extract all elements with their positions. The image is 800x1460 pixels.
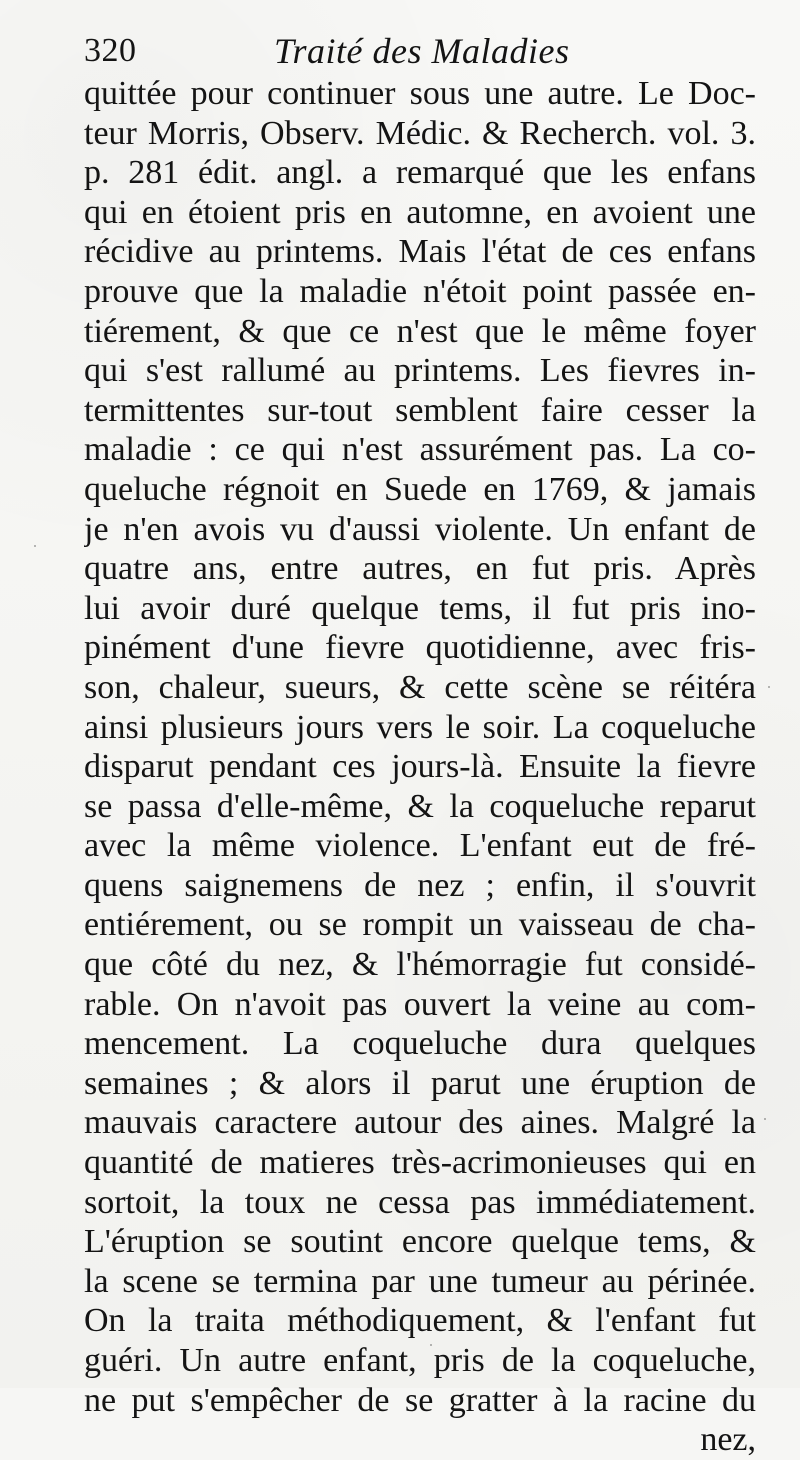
text-line: récidive au printems. Mais l'état de ces enfans [84, 233, 756, 271]
ink-speck [430, 1344, 432, 1346]
text-line: p. 281 édit. angl. a remarqué que les enfans [84, 154, 756, 192]
text-line: termittentes sur-tout semblent faire cesser la [84, 391, 756, 429]
page-header [84, 28, 764, 74]
text-line: qui en étoient pris en automne, en avoient une [84, 193, 756, 231]
text-line: prouve que la maladie n'étoit point passée en- [84, 272, 756, 310]
page-number: 320 [84, 32, 137, 69]
text-line: quatre ans, entre autres, en fut pris. Après [84, 550, 756, 588]
text-line: quantité de matieres très-acrimonieuses qui en [84, 1144, 756, 1182]
text-line: maladie : ce qui n'est assurément pas. La co- [84, 431, 756, 469]
text-line: se passa d'elle-même, & la coqueluche reparut [84, 787, 756, 825]
ink-speck [34, 545, 36, 547]
text-line: semaines ; & alors il parut une éruption de [84, 1064, 756, 1102]
running-title: Traité des Maladies [274, 31, 570, 71]
text-line: entiérement, ou se rompit un vaisseau de cha- [84, 906, 756, 944]
text-line: pinément d'une fievre quotidienne, avec fris- [84, 629, 756, 667]
text-line: je n'en avois vu d'aussi violente. Un enfant de [84, 510, 756, 548]
text-line: On la traita méthodiquement, & l'enfant fut [84, 1302, 756, 1340]
text-line: disparut pendant ces jours-là. Ensuite la fievre [84, 748, 756, 786]
text-line: tiérement, & que ce n'est que le même foyer [84, 312, 756, 350]
text-line: avec la même violence. L'enfant eut de fré- [84, 827, 756, 865]
text-line: qui s'est rallumé au printems. Les fievres in- [84, 352, 756, 390]
text-line: ainsi plusieurs jours vers le soir. La coqueluche [84, 708, 756, 746]
text-line: L'éruption se soutint encore quelque tems, & [84, 1223, 756, 1261]
ink-speck [768, 686, 770, 688]
text-line: son, chaleur, sueurs, & cette scène se réitéra [84, 668, 756, 706]
catchword-line: nez, [700, 1421, 756, 1459]
ink-speck [764, 1118, 766, 1120]
text-line: sortoit, la toux ne cessa pas immédiatement. [84, 1183, 756, 1221]
text-line: queluche régnoit en Suede en 1769, & jamais [84, 470, 756, 508]
text-line: ne put s'empêcher de se gratter à la racine du [84, 1381, 756, 1419]
text-line: rable. On n'avoit pas ouvert la veine au com- [84, 985, 756, 1023]
text-line: quens saignemens de nez ; enfin, il s'ouvrit [84, 866, 756, 904]
text-line: guéri. Un autre enfant, pris de la coqueluche, [84, 1342, 756, 1379]
text-line: la scene se termina par une tumeur au périnée. [84, 1262, 756, 1300]
text-line: que côté du nez, & l'hémorragie fut considé- [84, 946, 756, 984]
text-line: lui avoir duré quelque tems, il fut pris ino- [84, 589, 756, 627]
body-text [84, 74, 756, 1460]
text-line: mauvais caractere autour des aines. Malgré la [84, 1104, 756, 1142]
text-line: teur Morris, Observ. Médic. & Recherch. vol. 3. [84, 114, 756, 152]
text-line: quittée pour continuer sous une autre. Le Doc- [84, 75, 756, 112]
text-line: mencement. La coqueluche dura quelques [84, 1025, 756, 1063]
